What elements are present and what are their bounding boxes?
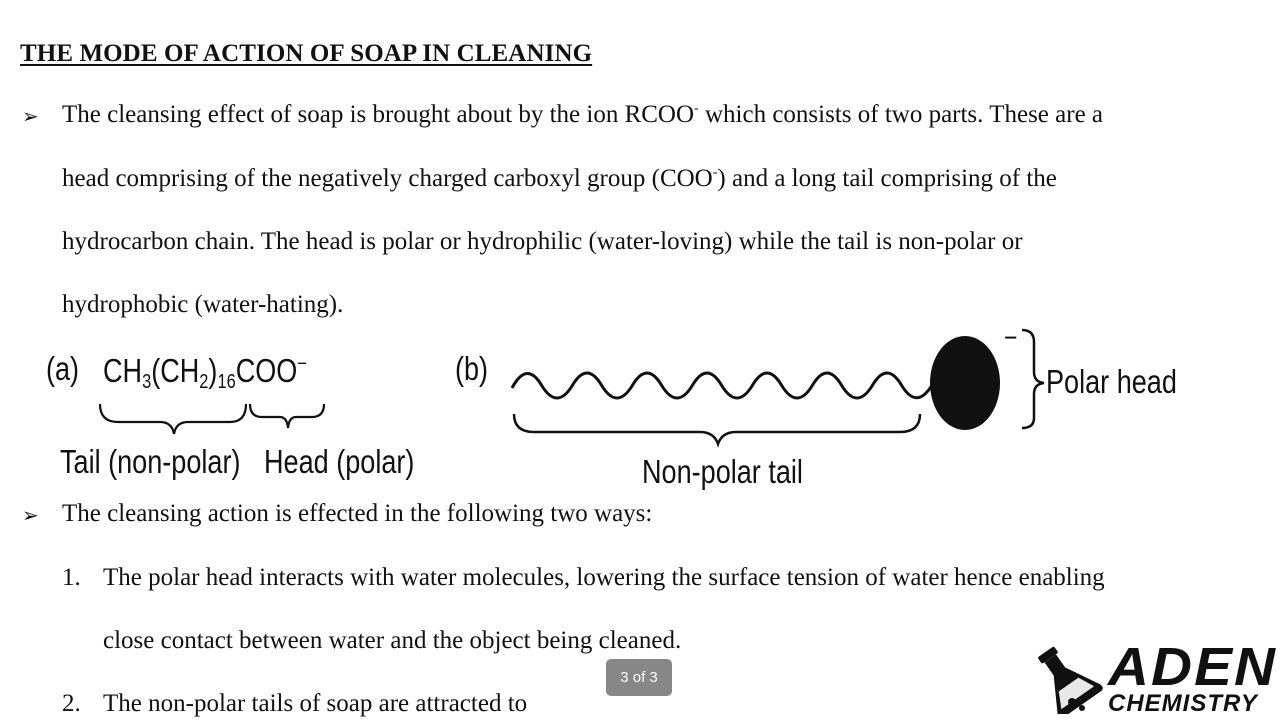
list-item-line: The polar head interacts with water molecules, lowering the surface tension of water hence enabling	[103, 564, 1105, 591]
paragraph-line: The cleansing effect of soap is brought about by the ion RCOO- which consists of two parts. These are a	[62, 101, 1104, 128]
flask-icon	[1024, 642, 1104, 714]
polar-head-circle	[930, 336, 1000, 430]
diagram-label-a: (a)	[46, 350, 80, 387]
nonpolar-tail-brace	[514, 414, 920, 444]
paragraph-line: The cleansing action is effected in the following two ways:	[62, 500, 653, 527]
list-item-line: close contact between water and the object being cleaned.	[103, 627, 682, 654]
arrowhead-bullet-icon: ➢	[22, 505, 39, 527]
logo-subtitle: CHEMISTRY	[1108, 690, 1258, 717]
paragraph-line: head comprising of the negatively charged carboxyl group (COO-) and a long tail comprising of the	[62, 165, 1057, 192]
arrowhead-bullet-icon: ➢	[22, 106, 39, 128]
hydrocarbon-tail-wave	[512, 373, 932, 398]
tail-label: Tail (non-polar)	[60, 443, 241, 480]
nonpolar-tail-label: Non-polar tail	[642, 453, 803, 490]
page-indicator: 3 of 3	[606, 659, 672, 696]
page-title: THE MODE OF ACTION OF SOAP IN CLEANING	[20, 40, 593, 67]
head-label: Head (polar)	[264, 443, 415, 480]
soap-formula: $CH_3(CH_2)_{16}COO^-$	[103, 352, 307, 393]
polar-head-brace	[1022, 330, 1044, 428]
list-number: 2.	[62, 690, 81, 717]
head-charge: −	[1004, 322, 1018, 353]
list-number: 1.	[62, 564, 81, 591]
polar-head-label: Polar head	[1046, 363, 1177, 400]
paragraph-line: hydrophobic (water-hating).	[62, 291, 344, 318]
list-item-line: The non-polar tails of soap are attracted to	[103, 690, 528, 717]
diagram-label-b: (b)	[455, 350, 489, 387]
paragraph-line: hydrocarbon chain. The head is polar or hydrophilic (water-loving) while the tail is non-polar or	[62, 228, 1023, 255]
logo-name: ADEN	[1108, 637, 1278, 697]
